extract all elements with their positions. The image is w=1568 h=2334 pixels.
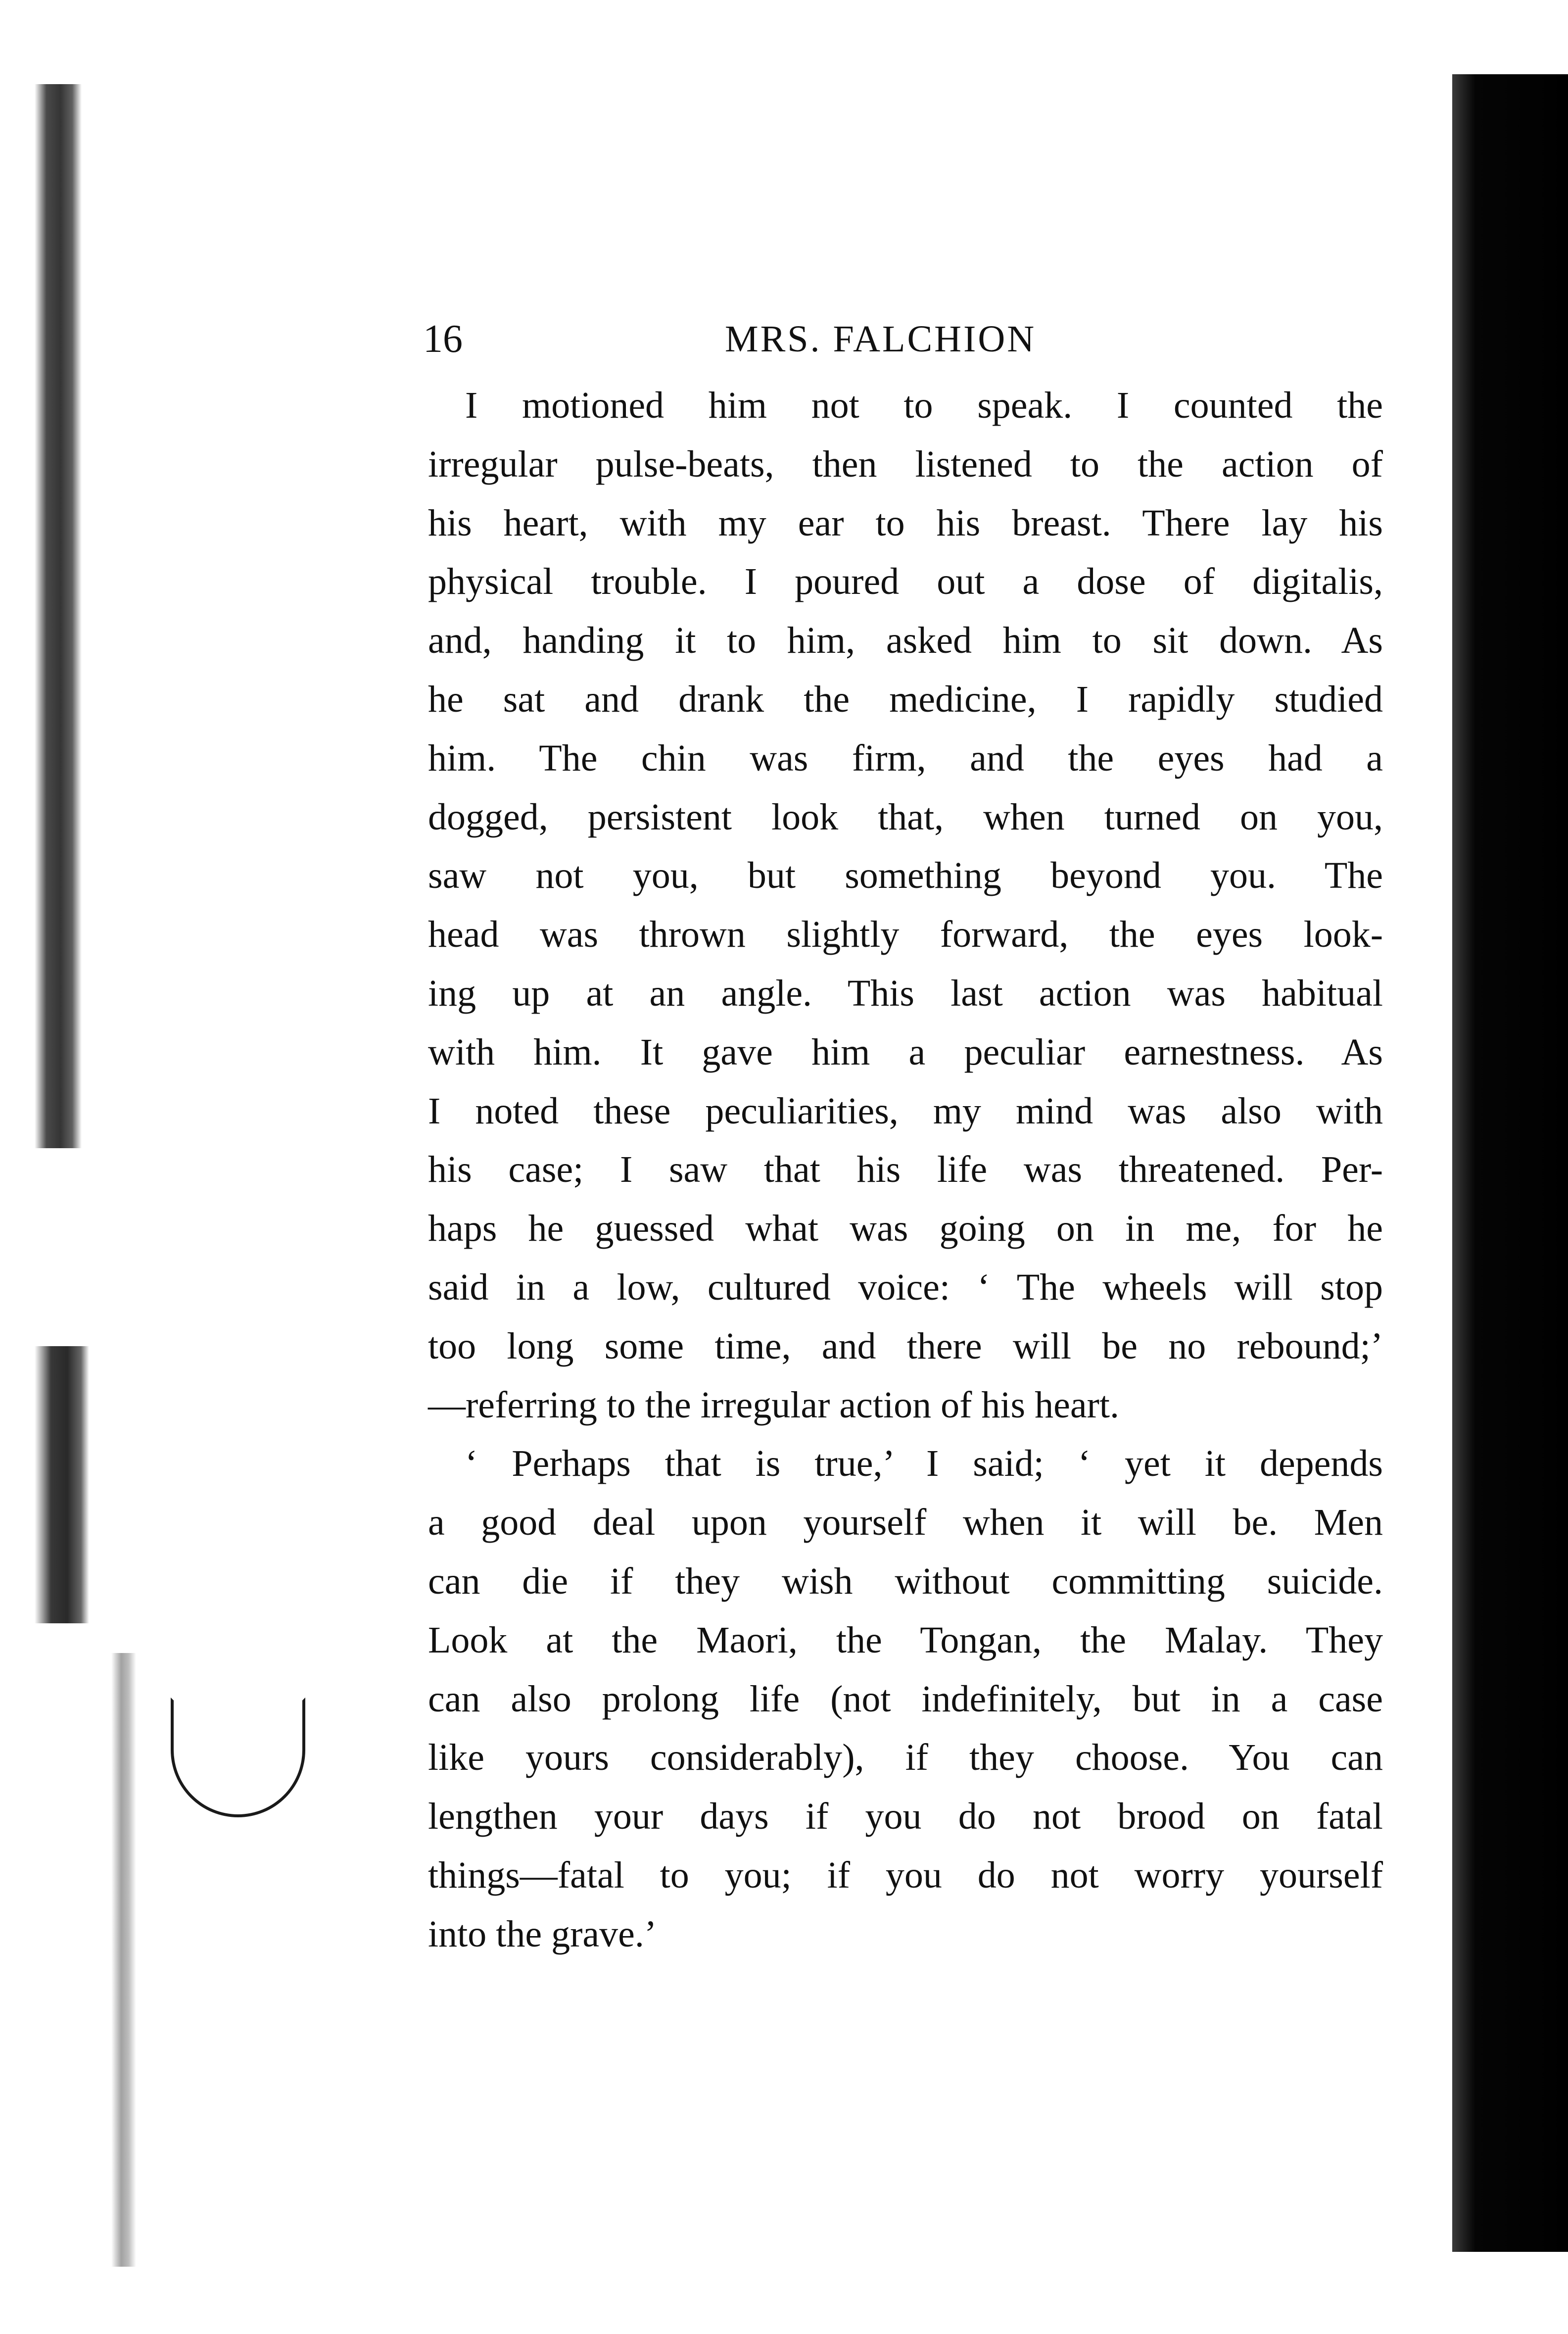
text-line: and, handing it to him, asked him to sit down. As bbox=[428, 620, 1383, 662]
text-line: dogged, persistent look that, when turned on you, bbox=[428, 796, 1383, 838]
text-line: physical trouble. I poured out a dose of digitalis, bbox=[428, 561, 1383, 603]
text-line: he sat and drank the medicine, I rapidly studied bbox=[428, 678, 1383, 720]
text-line: said in a low, cultured voice: ‘ The wheels will stop bbox=[428, 1266, 1383, 1308]
running-title: MRS. FALCHION bbox=[725, 318, 1037, 360]
text-line: like yours considerably), if they choose. You can bbox=[428, 1737, 1383, 1779]
text-line: —referring to the irregular action of his heart. bbox=[428, 1384, 1119, 1426]
text-line: head was thrown slightly forward, the eyes look- bbox=[428, 914, 1383, 956]
text-line: ‘ Perhaps that is true,’ I said; ‘ yet it depends bbox=[465, 1443, 1383, 1485]
scan-edge-shadow-right bbox=[1452, 74, 1568, 2252]
scan-edge-shadow-left-lower bbox=[35, 1346, 89, 1623]
text-line: lengthen your days if you do not brood on fatal bbox=[428, 1796, 1383, 1838]
text-line: him. The chin was firm, and the eyes had a bbox=[428, 737, 1383, 779]
scan-edge-shadow-left bbox=[35, 84, 82, 1148]
text-line: irregular pulse-beats, then listened to the action of bbox=[428, 443, 1383, 485]
text-line: saw not you, but something beyond you. The bbox=[428, 855, 1383, 897]
text-line: a good deal upon yourself when it will be. Men bbox=[428, 1502, 1383, 1544]
text-line: haps he guessed what was going on in me, for he bbox=[428, 1208, 1383, 1250]
page-number: 16 bbox=[423, 317, 463, 361]
text-line: things—fatal to you; if you do not worry yourself bbox=[428, 1854, 1383, 1896]
text-line: can also prolong life (not indefinitely, but in a case bbox=[428, 1678, 1383, 1720]
text-line: ing up at an angle. This last action was habitual bbox=[428, 972, 1383, 1014]
text-line: his case; I saw that his life was threatened. Per- bbox=[428, 1149, 1383, 1191]
text-line: Look at the Maori, the Tongan, the Malay. They bbox=[428, 1619, 1383, 1661]
text-line: with him. It gave him a peculiar earnestness. As bbox=[428, 1031, 1383, 1073]
body-text bbox=[428, 376, 1383, 1964]
text-line: I motioned him not to speak. I counted the bbox=[465, 385, 1383, 426]
text-line: his heart, with my ear to his breast. There lay his bbox=[428, 502, 1383, 544]
margin-pencil-mark bbox=[171, 1698, 305, 1817]
text-line: too long some time, and there will be no rebound;’ bbox=[428, 1325, 1383, 1367]
text-line: into the grave.’ bbox=[428, 1913, 657, 1955]
text-line: can die if they wish without committing suicide. bbox=[428, 1560, 1383, 1602]
scan-edge-shadow-left-faint bbox=[111, 1653, 136, 2267]
text-line: I noted these peculiarities, my mind was also with bbox=[428, 1090, 1383, 1132]
running-head bbox=[423, 312, 1437, 366]
